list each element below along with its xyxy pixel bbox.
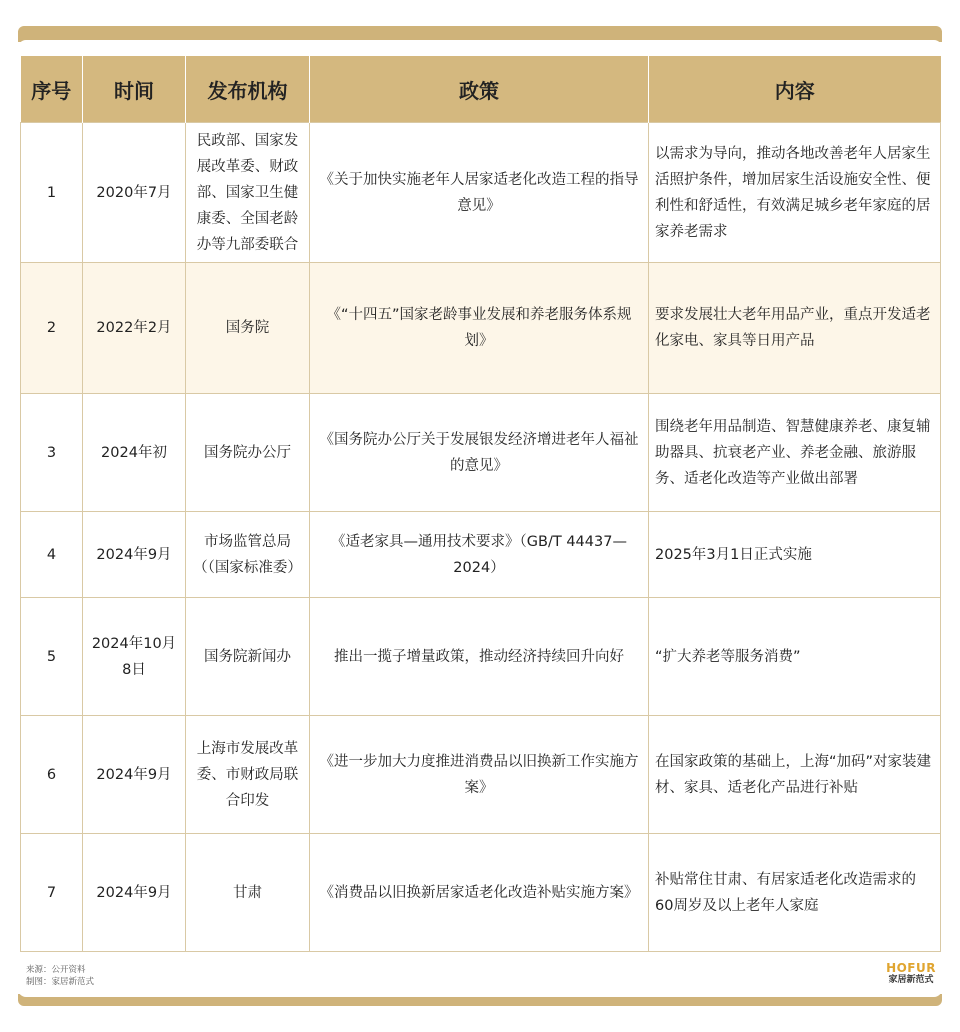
cell-org: 国务院 xyxy=(186,263,310,394)
cell-seq: 4 xyxy=(21,512,83,598)
table-header-row xyxy=(21,56,941,123)
top-decor-bar xyxy=(18,26,942,42)
cell-policy: 《适老家具—通用技术要求》（GB/T 44437—2024） xyxy=(310,512,649,598)
table-row xyxy=(21,263,941,394)
table-row xyxy=(21,394,941,512)
cell-policy: 《“十四五”国家老龄事业发展和养老服务体系规划》 xyxy=(310,263,649,394)
cell-org: 甘肃 xyxy=(186,834,310,952)
header-org: 发布机构 xyxy=(186,56,310,123)
logo-brand: HOFUR xyxy=(886,961,936,975)
cell-seq: 1 xyxy=(21,123,83,263)
header-seq: 序号 xyxy=(21,56,83,123)
cell-org: 民政部、国家发展改革委、财政部、国家卫生健康委、全国老龄办等九部委联合 xyxy=(186,123,310,263)
cell-time: 2020年7月 xyxy=(83,123,186,263)
cell-content: 要求发展壮大老年用品产业，重点开发适老化家电、家具等日用产品 xyxy=(649,263,941,394)
footer-credits xyxy=(26,964,94,988)
header-time: 时间 xyxy=(83,56,186,123)
table-row xyxy=(21,834,941,952)
cell-time: 2022年2月 xyxy=(83,263,186,394)
cell-seq: 6 xyxy=(21,716,83,834)
brand-logo xyxy=(886,962,936,986)
cell-policy: 《进一步加大力度推进消费品以旧换新工作实施方案》 xyxy=(310,716,649,834)
cell-seq: 3 xyxy=(21,394,83,512)
cell-seq: 5 xyxy=(21,598,83,716)
cell-content: “扩大养老等服务消费” xyxy=(649,598,941,716)
cell-content: 围绕老年用品制造、智慧健康养老、康复辅助器具、抗衰老产业、养老金融、旅游服务、适老化改造等产业做出部署 xyxy=(649,394,941,512)
cell-time: 2024年9月 xyxy=(83,834,186,952)
cell-org: 上海市发展改革委、市财政局联合印发 xyxy=(186,716,310,834)
table-row xyxy=(21,716,941,834)
source-note: 来源：公开资料 xyxy=(26,965,86,975)
cell-org: 国务院新闻办 xyxy=(186,598,310,716)
cell-policy: 推出一揽子增量政策，推动经济持续回升向好 xyxy=(310,598,649,716)
cell-content: 补贴常住甘肃、有居家适老化改造需求的60周岁及以上老年人家庭 xyxy=(649,834,941,952)
logo-name: 家居新范式 xyxy=(888,975,934,985)
cell-content: 2025年3月1日正式实施 xyxy=(649,512,941,598)
policy-table xyxy=(20,56,941,952)
cell-time: 2024年10月8日 xyxy=(83,598,186,716)
table-row xyxy=(21,598,941,716)
cell-content: 以需求为导向，推动各地改善老年人居家生活照护条件，增加居家生活设施安全性、便利性和舒适性，有效满足城乡老年家庭的居家养老需求 xyxy=(649,123,941,263)
cell-policy: 《国务院办公厅关于发展银发经济增进老年人福祉的意见》 xyxy=(310,394,649,512)
table-row xyxy=(21,512,941,598)
cell-content: 在国家政策的基础上，上海“加码”对家装建材、家具、适老化产品进行补贴 xyxy=(649,716,941,834)
header-policy: 政策 xyxy=(310,56,649,123)
producer-note: 制图：家居新范式 xyxy=(26,977,95,987)
cell-seq: 2 xyxy=(21,263,83,394)
cell-time: 2024年初 xyxy=(83,394,186,512)
cell-policy: 《关于加快实施老年人居家适老化改造工程的指导意见》 xyxy=(310,123,649,263)
table-row xyxy=(21,123,941,263)
cell-time: 2024年9月 xyxy=(83,512,186,598)
cell-seq: 7 xyxy=(21,834,83,952)
cell-org: 市场监管总局（（国家标准委） xyxy=(186,512,310,598)
header-content: 内容 xyxy=(649,56,941,123)
cell-org: 国务院办公厅 xyxy=(186,394,310,512)
cell-policy: 《消费品以旧换新居家适老化改造补贴实施方案》 xyxy=(310,834,649,952)
bottom-decor-bar xyxy=(18,994,942,1006)
cell-time: 2024年9月 xyxy=(83,716,186,834)
